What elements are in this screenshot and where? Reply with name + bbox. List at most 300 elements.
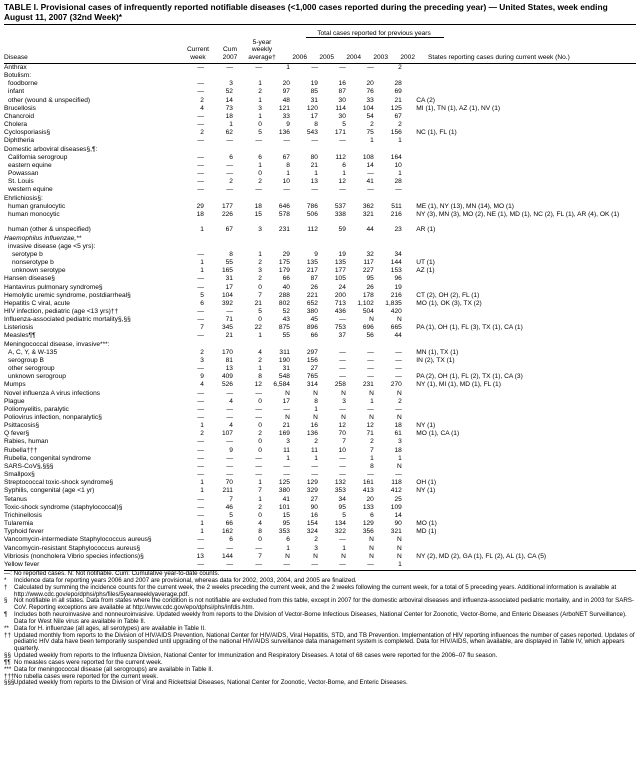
cum-2007-cell: — [226, 186, 233, 194]
footnote-text: Data for meningococcal disease (all serogroups) are available in Table II. [14, 665, 214, 673]
five-year-avg-cell [234, 243, 263, 251]
states-cell: NC (1), FL (1) [416, 129, 457, 137]
cases-2002-cell: 665 [390, 324, 402, 332]
footnote [4, 598, 636, 612]
five-year-avg-cell: 2 [258, 430, 262, 438]
disease-name: Plague [4, 397, 25, 405]
cases-2002-cell: 1 [398, 560, 402, 568]
cases-2006-cell: 875 [278, 324, 290, 332]
cum-2007-cell: — [226, 438, 233, 446]
five-year-avg-cell [234, 72, 263, 80]
cum-2007-cell: 7 [229, 495, 233, 503]
cases-2005-cell: — [311, 186, 318, 194]
states-cell: MO (1), CA (1) [416, 430, 460, 438]
five-year-avg-cell: 1 [258, 479, 262, 487]
cases-2006-cell: 190 [278, 356, 290, 364]
cases-2005-cell [291, 195, 319, 203]
cases-2002-cell: — [395, 373, 402, 381]
cases-2004-cell [319, 146, 347, 154]
spacer-cell [403, 341, 416, 349]
cases-2006-cell: 288 [278, 291, 290, 299]
cases-2004-cell: — [339, 373, 346, 381]
cum-2007-cell: 6 [229, 153, 233, 161]
cases-2003-cell: 76 [366, 88, 374, 96]
cases-2003-cell: 44 [366, 226, 374, 234]
table-row [4, 88, 636, 96]
cases-2006-cell: 101 [278, 503, 290, 511]
header-year-2006: 2006 [292, 54, 307, 61]
current-week-cell: — [197, 438, 204, 446]
spacer-cell [403, 259, 416, 267]
cases-2002-cell: 61 [394, 430, 402, 438]
cum-2007-cell: 345 [221, 324, 233, 332]
current-week-cell: — [197, 121, 204, 129]
states-cell [416, 146, 636, 154]
table-row [4, 275, 636, 283]
cases-2006-cell: 353 [278, 528, 290, 536]
table-row [4, 520, 636, 528]
cases-2004-cell: 70 [338, 430, 346, 438]
footnote-marker: *** [4, 665, 12, 673]
header-cum-2: 2007 [222, 54, 238, 61]
cum-2007-cell: 21 [225, 332, 233, 340]
states-cell: NY (2), MD (2), GA (1), FL (2), AL (1), CA (5) [416, 552, 547, 560]
spacer-cell [403, 154, 416, 162]
spacer-cell [403, 512, 416, 520]
table-row [4, 300, 636, 308]
footnote [4, 633, 636, 654]
current-week-cell: 29 [196, 202, 204, 210]
header-disease: Disease [4, 54, 28, 61]
cases-2006-cell: 33 [282, 112, 290, 120]
table-row [4, 226, 636, 234]
cases-2003-cell: 231 [362, 381, 374, 389]
cases-2006-cell: 15 [282, 511, 290, 519]
five-year-avg-cell: — [255, 64, 262, 71]
spacer-cell [403, 487, 416, 495]
cum-2007-cell [205, 146, 234, 154]
states-cell [416, 496, 636, 504]
footnote-text: Incidence data for reporting years 2006 and 2007 are provisional, whereas data for 2002, 2003, 2004, and 2005 are finalized. [14, 576, 357, 584]
cases-2003-cell: 54 [366, 112, 374, 120]
cases-2004-cell: 537 [334, 202, 346, 210]
cases-2002-cell: — [395, 471, 402, 479]
table-row [4, 129, 636, 137]
cases-2004-cell: 134 [334, 520, 346, 528]
cases-2006-cell: 11 [283, 446, 290, 454]
cases-2004-cell: 24 [338, 283, 346, 291]
header-current-week-1: Current [187, 46, 209, 53]
disease-name: Yellow fever [4, 560, 40, 568]
cases-2006-cell: 121 [278, 104, 290, 112]
disease-name: Measles¶¶ [4, 332, 36, 340]
current-week-cell: 5 [200, 291, 204, 299]
cum-2007-cell: 46 [225, 503, 233, 511]
cases-2004-cell: 338 [334, 210, 346, 218]
states-cell [416, 414, 636, 422]
cases-2005-cell: 324 [306, 528, 318, 536]
cases-2003-cell: 696 [362, 324, 374, 332]
header-cum-1: Cum [223, 46, 237, 53]
spacer-cell [403, 137, 416, 145]
disease-name: unknown serogroup [8, 373, 66, 381]
disease-name: serogroup B [8, 356, 44, 364]
cases-2003-cell: 56 [366, 332, 374, 340]
cases-2006-cell: N [285, 414, 290, 421]
table-row [4, 203, 636, 211]
states-cell [416, 398, 636, 406]
cases-2005-cell: 90 [310, 503, 318, 511]
header-year-2004: 2004 [346, 54, 361, 61]
states-cell: OH (1) [416, 479, 437, 487]
cases-2005-cell: 506 [306, 210, 318, 218]
footnote-text: Updated weekly from reports to the Influenza Division, National Center for Immunization and Respiratory Diseases. A total of 68 cases were reported for the 2006–07 flu season. [14, 652, 498, 660]
table-row [4, 414, 636, 422]
current-week-cell: — [197, 80, 204, 88]
cases-2002-cell: N [397, 536, 402, 544]
header-5yr-3: average† [248, 54, 276, 61]
disease-name: Toxic-shock syndrome (staphylococcal)§ [4, 503, 123, 511]
cases-2003-cell: 20 [366, 495, 374, 503]
states-cell: AZ (1) [416, 267, 435, 275]
spacer-cell [403, 129, 416, 137]
disease-name: A, C, Y, & W-135 [8, 348, 58, 356]
cases-2005-cell: 2 [314, 438, 318, 446]
disease-name: foodborne [8, 80, 38, 88]
cases-2003-cell: N [369, 536, 374, 544]
current-week-cell: — [197, 307, 204, 315]
table-row [4, 186, 636, 194]
states-cell: CT (2), OH (2), FL (1) [416, 291, 480, 299]
states-cell [416, 512, 636, 520]
table-row [4, 113, 636, 121]
cases-2005-cell: — [311, 471, 318, 479]
cases-2005-cell: 26 [310, 283, 318, 291]
cases-2006-cell: 6 [286, 536, 290, 544]
cases-2005-cell: 21 [310, 161, 318, 169]
cases-2003-cell: 32 [366, 250, 374, 258]
table-row [4, 178, 636, 186]
states-cell: NY (1) [416, 422, 436, 430]
current-week-cell: — [197, 170, 204, 178]
five-year-avg-cell: 1 [258, 80, 262, 88]
current-week-cell: 1 [200, 528, 204, 536]
cases-2002-cell: — [395, 186, 402, 194]
disease-name: Hansen disease§ [4, 275, 55, 283]
cases-2005-cell: 85 [310, 88, 318, 96]
current-week-cell: 1 [200, 267, 204, 275]
states-cell: NY (1) [416, 487, 436, 495]
cum-2007-cell: 211 [222, 487, 233, 495]
cases-2003-cell: N [369, 544, 374, 552]
states-cell [416, 88, 636, 96]
cases-2003-cell: 1,102 [357, 299, 374, 307]
table-row [4, 137, 636, 145]
cases-2004-cell: 3 [342, 397, 346, 405]
states-cell: MO (1), OK (3), TX (2) [416, 299, 482, 307]
cases-2003-cell: N [369, 389, 374, 397]
current-week-cell: 4 [200, 381, 204, 389]
current-week-cell: — [197, 495, 204, 503]
table-row [4, 243, 636, 251]
footnote [4, 612, 636, 626]
table-row [4, 251, 636, 259]
cases-2002-cell: 216 [390, 210, 402, 218]
table-body [4, 64, 636, 569]
header-current-week-2: week [190, 54, 206, 61]
table-row [4, 381, 636, 389]
cases-2003-cell [347, 243, 375, 251]
spacer-cell [403, 398, 416, 406]
cases-2002-cell: 19 [394, 283, 402, 291]
cum-2007-cell: — [226, 161, 233, 169]
cum-2007-cell: 17 [225, 283, 233, 291]
table-row [4, 121, 636, 129]
cum-2007-cell [205, 341, 234, 349]
five-year-avg-cell: 2 [258, 88, 262, 96]
document-page [4, 0, 636, 687]
disease-name: Vibriosis (noncholera Vibrio species infections)§ [4, 552, 144, 560]
footnote [4, 680, 636, 687]
five-year-avg-cell: 0 [258, 446, 262, 454]
cases-2002-cell: 21 [394, 96, 402, 104]
cum-2007-cell: — [226, 389, 233, 397]
spacer-cell [403, 455, 416, 463]
five-year-avg-cell: 1 [258, 332, 262, 340]
spacer-cell [403, 72, 416, 80]
disease-name: Chancroid [4, 112, 35, 120]
cases-2003-cell: 95 [366, 275, 374, 283]
states-cell [416, 504, 636, 512]
current-week-cell: 3 [200, 356, 204, 364]
current-week-cell: — [197, 161, 204, 169]
table-row [4, 64, 636, 72]
current-week-cell: 2 [200, 348, 204, 356]
five-year-avg-cell: 2 [258, 356, 262, 364]
cases-2003-cell: 104 [362, 104, 374, 112]
cases-2004-cell: 753 [334, 324, 346, 332]
table-row [4, 349, 636, 357]
five-year-avg-cell: 4 [258, 348, 262, 356]
footnote-marker: § [4, 597, 8, 605]
table-row [4, 170, 636, 178]
cases-2002-cell: 412 [390, 487, 402, 495]
cases-2006-cell: 17 [282, 397, 290, 405]
cases-2006-cell: 136 [278, 129, 290, 137]
table-row [4, 267, 636, 275]
cum-2007-cell: 73 [225, 104, 233, 112]
five-year-avg-cell: 18 [254, 202, 262, 210]
cases-2004-cell: 7 [342, 438, 346, 446]
disease-name: Rubella, congenital syndrome [4, 454, 91, 462]
current-week-cell: 1 [200, 422, 204, 430]
table-row [4, 308, 636, 316]
cases-2006-cell: 67 [282, 153, 290, 161]
table-row [4, 471, 636, 479]
current-week-cell: — [197, 503, 204, 511]
table-row [4, 235, 636, 243]
states-cell [416, 471, 636, 479]
cum-2007-cell: 6 [229, 536, 233, 544]
cases-2004-cell: 30 [338, 112, 346, 120]
cum-2007-cell: 162 [221, 528, 233, 536]
table-row [4, 553, 636, 561]
cases-2003-cell: 413 [362, 487, 374, 495]
cases-2004-cell: 436 [334, 307, 346, 315]
spacer-cell [403, 536, 416, 544]
table-row [4, 284, 636, 292]
table-row [4, 357, 636, 365]
current-week-cell: 2 [200, 430, 204, 438]
cases-2005-cell: 8 [314, 121, 318, 129]
cases-2006-cell: 3 [286, 438, 290, 446]
cases-2006-cell: 21 [282, 422, 290, 430]
cases-2004-cell [319, 341, 347, 349]
cases-2006-cell [263, 243, 291, 251]
cases-2005-cell: 217 [306, 267, 318, 275]
five-year-avg-cell: 0 [258, 397, 262, 405]
footnote-text: —: No reported cases. N: Not notifiable. Cum: Cumulative year-to-date counts. [4, 569, 220, 577]
spacer-cell [403, 292, 416, 300]
cum-2007-cell: 107 [221, 430, 233, 438]
cases-2002-cell: 44 [394, 332, 402, 340]
cases-2004-cell: N [341, 389, 346, 397]
cases-2004-cell: — [339, 560, 346, 568]
table-row [4, 195, 636, 203]
cases-2004-cell [319, 195, 347, 203]
spacer-cell [403, 275, 416, 283]
cases-2006-cell: 175 [278, 259, 290, 267]
cases-2004-cell: 135 [334, 259, 346, 267]
five-year-avg-cell: 8 [258, 373, 262, 381]
cases-2002-cell: 153 [390, 267, 402, 275]
states-cell [416, 284, 636, 292]
cum-2007-cell: 409 [221, 373, 233, 381]
cases-2005-cell: 66 [310, 332, 318, 340]
cum-2007-cell: 104 [221, 291, 233, 299]
current-week-cell: 7 [200, 324, 204, 332]
cases-2006-cell [263, 235, 291, 243]
cases-2002-cell [375, 235, 403, 243]
cases-2003-cell: 356 [362, 528, 374, 536]
cases-2003-cell: 2 [370, 438, 374, 446]
cases-2003-cell [347, 341, 375, 349]
table-row [4, 479, 636, 487]
disease-name: Domestic arboviral diseases§,¶: [4, 145, 98, 153]
cases-2005-cell: 297 [306, 348, 318, 356]
five-year-avg-cell: 0 [258, 316, 262, 324]
header-year-2003: 2003 [373, 54, 388, 61]
cases-2004-cell: 1 [342, 170, 346, 178]
disease-name: Vancomycin-intermediate Staphylococcus aureus§ [4, 536, 152, 544]
cases-2003-cell: 117 [363, 259, 374, 267]
spacer-cell [403, 504, 416, 512]
current-week-cell: 2 [200, 96, 204, 104]
table-row [4, 455, 636, 463]
spacer-cell [403, 308, 416, 316]
footnote-marker: ¶¶ [4, 658, 11, 666]
cases-2005-cell: 31 [310, 96, 318, 104]
five-year-avg-cell: — [255, 389, 262, 397]
current-week-cell [188, 341, 205, 349]
cases-2002-cell [375, 243, 403, 251]
table-row [4, 512, 636, 520]
states-cell [416, 137, 636, 145]
cases-2003-cell [347, 195, 375, 203]
cases-2003-cell: 108 [362, 153, 374, 161]
current-week-cell: — [197, 275, 204, 283]
cases-2003-cell: — [367, 365, 374, 373]
cases-2002-cell: N [397, 462, 402, 470]
table-row [4, 430, 636, 438]
current-week-cell: — [197, 137, 204, 145]
disease-name: Psittacosis§ [4, 422, 40, 430]
cases-2004-cell: — [339, 186, 346, 194]
table-row [4, 154, 636, 162]
cases-2003-cell: 7 [370, 446, 374, 454]
cases-2004-cell: 258 [334, 381, 346, 389]
current-week-cell: — [197, 397, 204, 405]
cases-2003-cell: 14 [366, 161, 374, 169]
states-cell: CA (2) [416, 96, 435, 104]
footnotes [4, 571, 636, 687]
table-row [4, 162, 636, 170]
current-week-cell [188, 235, 205, 243]
cases-2002-cell [375, 195, 403, 203]
table-row [4, 324, 636, 332]
cases-2006-cell: 20 [282, 80, 290, 88]
cases-2002-cell: 125 [390, 104, 402, 112]
cases-2003-cell: — [367, 405, 374, 413]
disease-name: HIV infection, pediatric (age <13 yrs)†† [4, 307, 119, 315]
disease-name: Hantavirus pulmonary syndrome§ [4, 283, 103, 291]
cum-2007-cell: 2 [229, 178, 233, 186]
table-row [4, 72, 636, 80]
cases-2004-cell: 12 [338, 178, 346, 186]
cases-2005-cell: N [313, 552, 318, 560]
table-row [4, 398, 636, 406]
spacer-cell [403, 146, 416, 154]
states-cell [416, 121, 636, 129]
cases-2003-cell: 1 [370, 137, 374, 145]
states-cell [416, 463, 636, 471]
spacer-cell [403, 300, 416, 308]
disease-name: Streptococcal toxic-shock syndrome§ [4, 479, 114, 487]
five-year-avg-cell: — [255, 137, 262, 145]
cases-2006-cell: 179 [278, 267, 290, 275]
current-week-cell: — [197, 405, 204, 413]
five-year-avg-cell: 0 [258, 536, 262, 544]
cases-2004-cell: 177 [334, 267, 346, 275]
cases-2005-cell: 652 [306, 299, 318, 307]
spacer-cell [403, 324, 416, 332]
disease-name: Vancomycin-resistant Staphylococcus aureus§ [4, 544, 141, 552]
disease-name: Tetanus [4, 495, 28, 503]
states-cell [416, 251, 636, 259]
cases-2006-cell: 311 [279, 348, 290, 356]
five-year-avg-cell: 2 [258, 503, 262, 511]
cases-2002-cell: 34 [394, 250, 402, 258]
cases-2006-cell: N [285, 389, 290, 397]
states-cell [416, 308, 636, 316]
cases-2004-cell [319, 243, 347, 251]
cases-2003-cell: N [369, 414, 374, 421]
cases-2002-cell: 28 [394, 178, 402, 186]
table-header [4, 24, 636, 64]
disease-name: Rubella††† [4, 446, 38, 454]
cases-2002-cell: 216 [390, 291, 402, 299]
header-5yr-2: weekly [251, 46, 273, 53]
